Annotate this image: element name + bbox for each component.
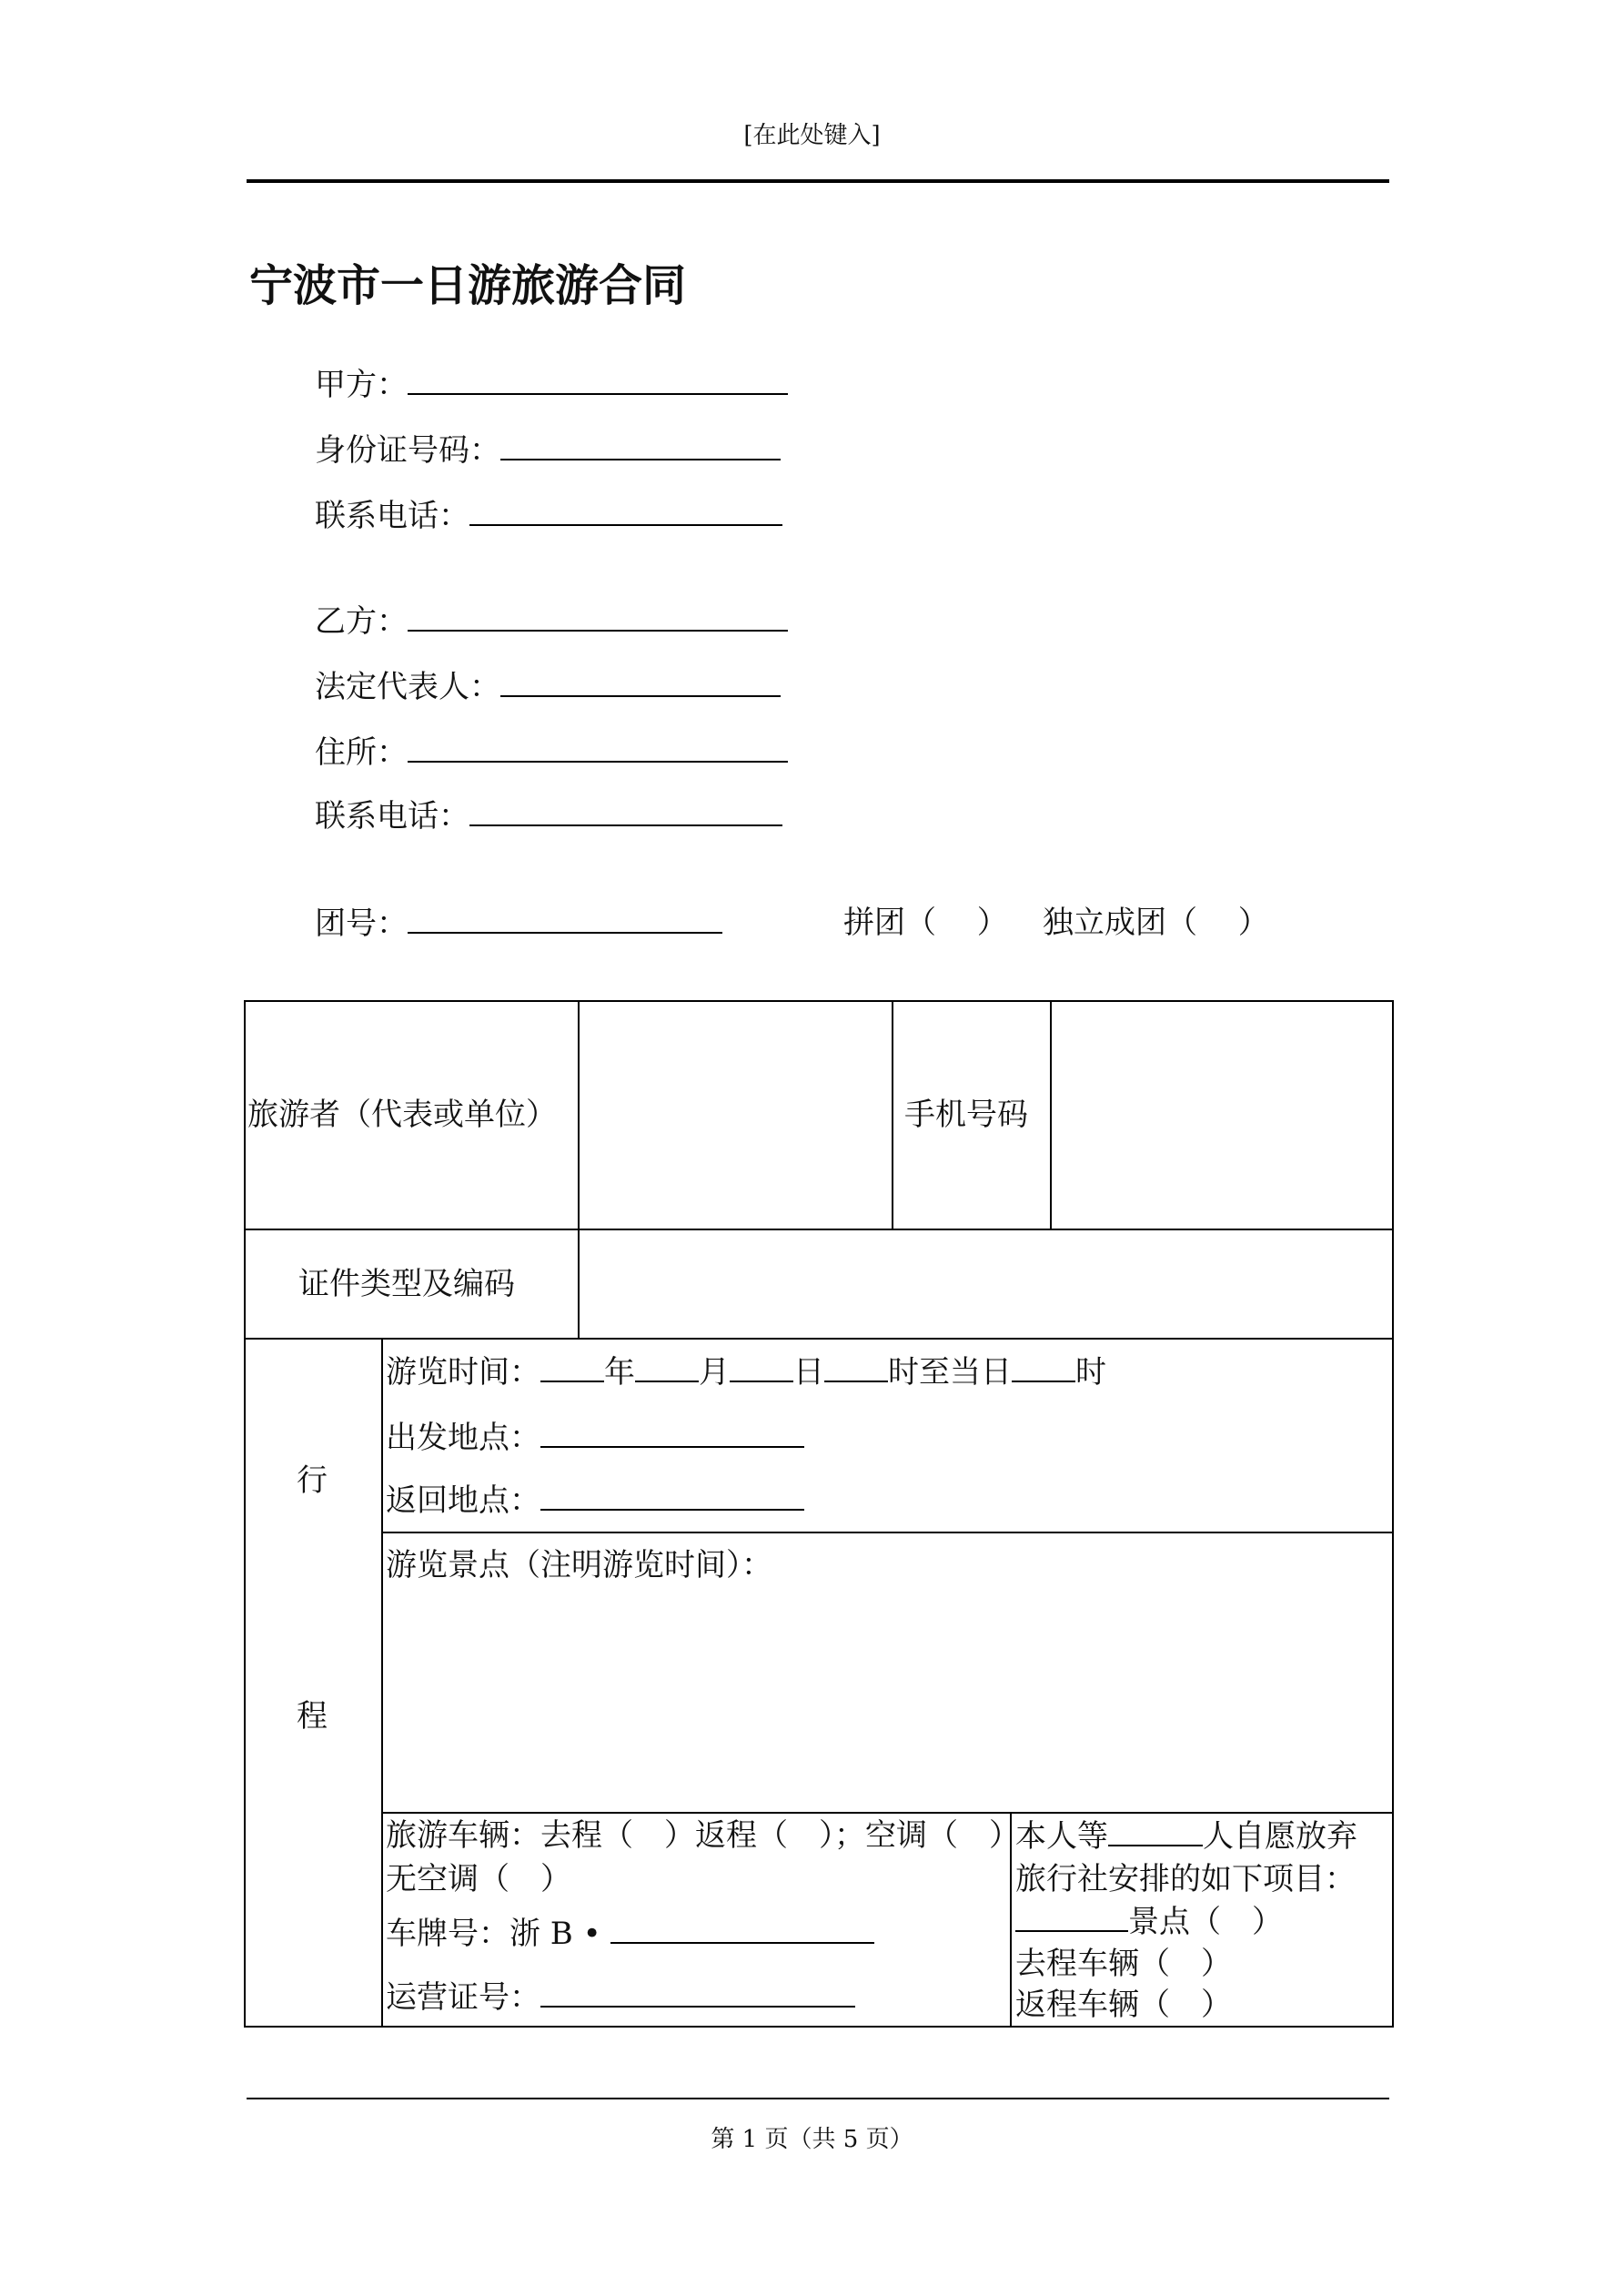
plate-field[interactable]	[386, 1915, 874, 1952]
label: 联系电话：	[315, 798, 469, 834]
tour-time-field[interactable]	[386, 1353, 1106, 1391]
label: 运营证号：	[386, 1979, 540, 2016]
group-no-field[interactable]	[315, 905, 722, 942]
label: 返回地点：	[386, 1482, 540, 1519]
label: 联系电话：	[315, 498, 469, 534]
label: 时至当日	[888, 1354, 1012, 1391]
return-field[interactable]	[386, 1482, 804, 1519]
footer-divider	[247, 2098, 1389, 2099]
waive-intro: 旅行社安排的如下项目：	[1015, 1861, 1356, 1897]
label: 游览时间：	[386, 1354, 540, 1391]
itinerary-label-2: 程	[297, 1698, 328, 1735]
license-field[interactable]	[386, 1978, 855, 2016]
vehicle-options[interactable]: 旅游车辆：去程（ ）返程（ ）；空调（ ）	[386, 1817, 1020, 1854]
waive-count-field[interactable]	[1015, 1817, 1357, 1855]
label: 甲方：	[315, 367, 408, 403]
no-ac-option[interactable]: 无空调（ ）	[386, 1861, 571, 1897]
label: 本人等	[1015, 1818, 1108, 1855]
row-divider	[381, 1532, 1392, 1533]
label: 出发地点：	[386, 1420, 540, 1456]
label: 年	[604, 1354, 635, 1391]
party-b-address-field[interactable]	[315, 733, 788, 771]
label: 身份证号码：	[315, 432, 500, 469]
itinerary-label-1: 行	[297, 1462, 328, 1499]
spots-field[interactable]: 游览景点（注明游览时间）：	[386, 1547, 772, 1583]
row-divider	[246, 1338, 1392, 1340]
id-type-label: 证件类型及编码	[298, 1266, 515, 1302]
label: 日	[793, 1354, 824, 1391]
traveler-input[interactable]	[580, 1002, 892, 1229]
label: 住所：	[315, 734, 408, 771]
depart-field[interactable]	[386, 1419, 804, 1456]
phone-label: 手机号码	[904, 1097, 1028, 1133]
party-a-name-field[interactable]	[315, 366, 788, 403]
label: 景点（ ）	[1128, 1904, 1283, 1940]
id-type-input[interactable]	[580, 1230, 1394, 1338]
label: 人自愿放弃	[1203, 1818, 1357, 1855]
label: 月	[699, 1354, 730, 1391]
combined-group-option[interactable]: 拼团（ ）	[843, 905, 1008, 941]
label: 团号：	[315, 905, 408, 942]
label: 法定代表人：	[315, 669, 500, 705]
label: 乙方：	[315, 603, 408, 640]
traveler-table	[244, 1000, 1394, 2028]
phone-input[interactable]	[1053, 1002, 1394, 1229]
document-title: 宁波市一日游旅游合同	[249, 260, 687, 311]
party-b-rep-field[interactable]	[315, 668, 781, 705]
independent-group-option[interactable]: 独立成团（ ）	[1043, 905, 1269, 941]
row-divider	[381, 1812, 1392, 1814]
party-b-phone-field[interactable]	[315, 797, 782, 834]
col-divider	[381, 1338, 383, 2026]
label: 车牌号：浙 B •	[386, 1916, 601, 1952]
party-a-id-field[interactable]	[315, 431, 781, 469]
page-header: [在此处键入]	[743, 122, 881, 149]
traveler-label: 旅游者（代表或单位）	[247, 1097, 557, 1133]
waive-outbound-option[interactable]: 去程车辆（ ）	[1015, 1946, 1232, 1982]
col-divider	[1050, 1002, 1052, 1229]
label: 时	[1075, 1354, 1106, 1391]
col-divider	[578, 1002, 580, 1339]
page-number: 第 1 页（共 5 页）	[711, 2126, 913, 2153]
waive-spots-option[interactable]	[1015, 1903, 1283, 1940]
waive-return-option[interactable]: 返程车辆（ ）	[1015, 1987, 1232, 2023]
col-divider	[892, 1002, 893, 1229]
party-b-name-field[interactable]	[315, 602, 788, 640]
header-divider	[247, 179, 1389, 183]
party-a-phone-field[interactable]	[315, 497, 782, 534]
